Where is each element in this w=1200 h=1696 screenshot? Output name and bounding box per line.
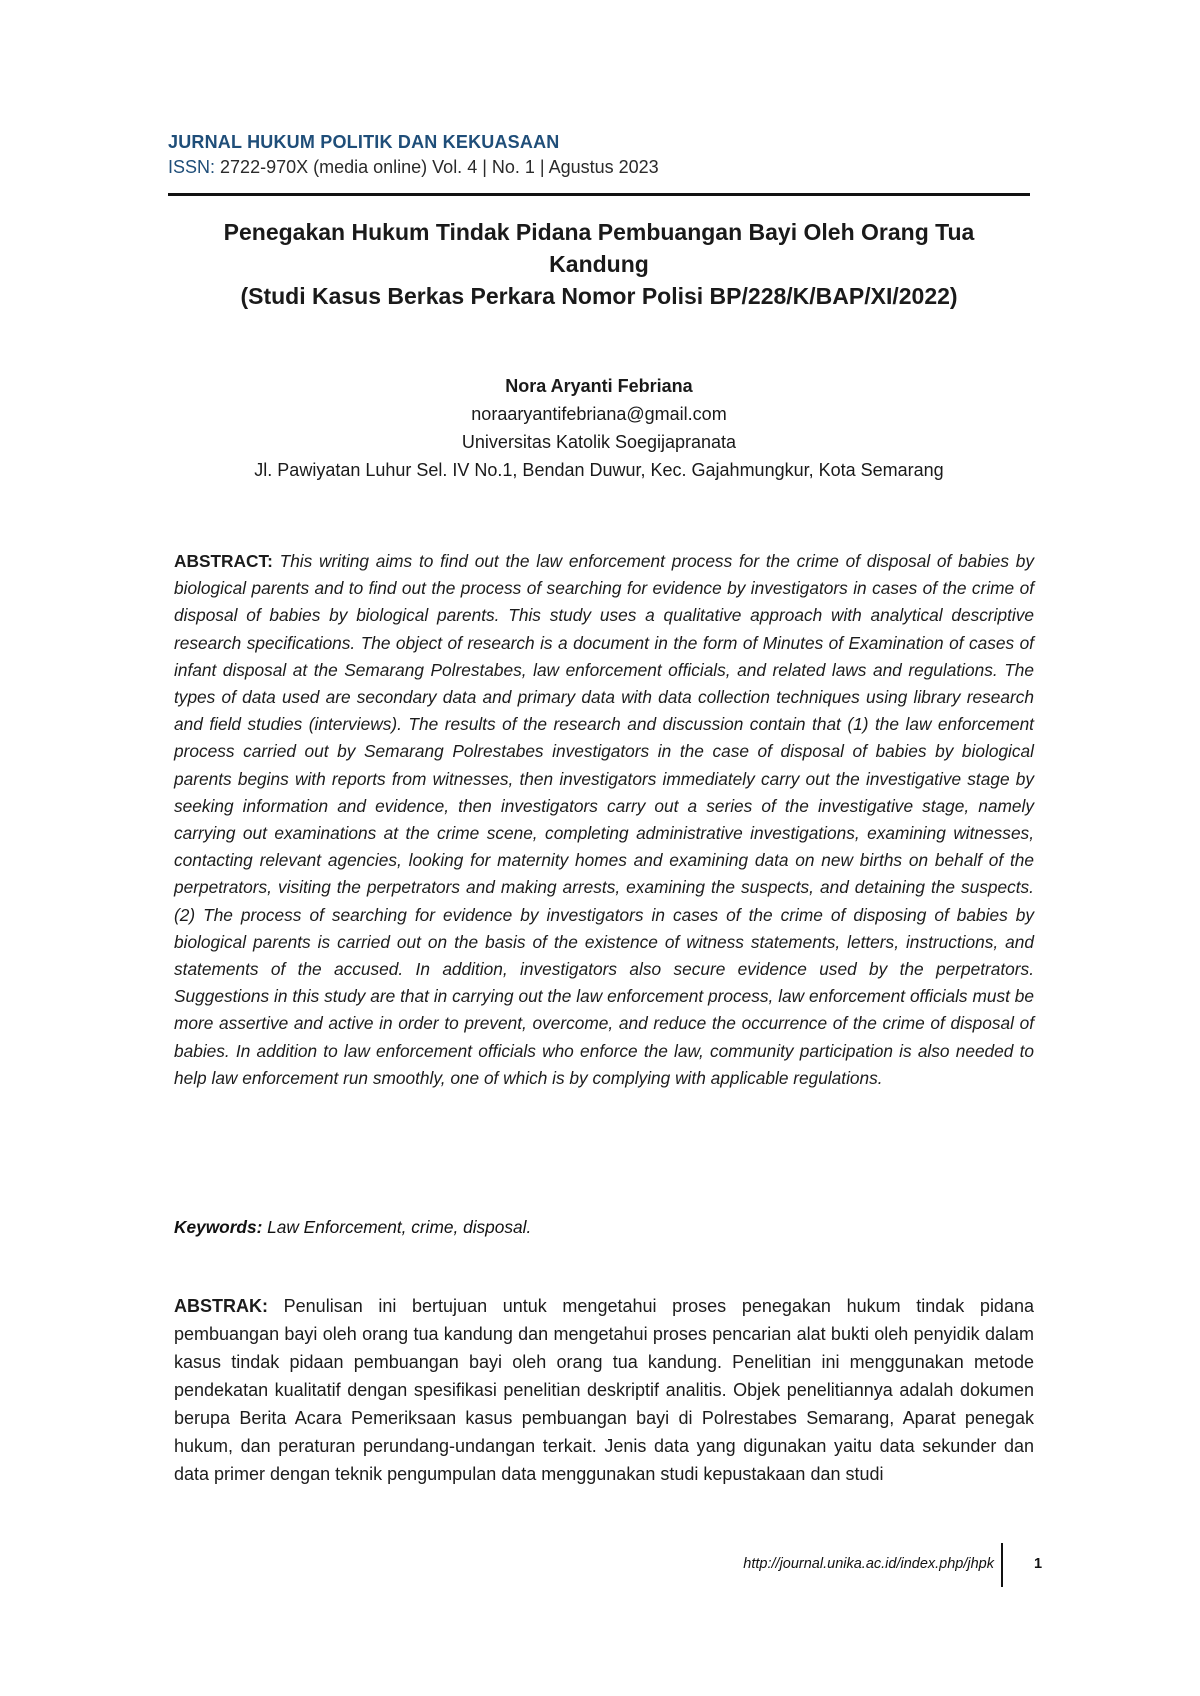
keywords-label: Keywords:	[174, 1217, 263, 1237]
issn-line	[168, 154, 1030, 180]
author-name: Nora Aryanti Febriana	[505, 376, 693, 396]
author-block	[168, 372, 1030, 484]
header-divider	[168, 193, 1030, 196]
abstract-english-label: ABSTRACT:	[174, 551, 273, 571]
issn-value: 2722-970X (media online) Vol. 4 | No. 1 | Agustus 2023	[220, 157, 659, 177]
title-line-2: Kandung	[549, 251, 649, 277]
keywords	[174, 1214, 1034, 1241]
abstract-english-text: This writing aims to find out the law enforcement process for the crime of disposal of babies by biological parents and to find out the process of searching for evidence by investigators in cases of the crime of disposal of babies by biological parents. This study uses a qualitative approach with analytical descriptive research specifications. The object of research is a document in the form of Minutes of Examination of cases of infant disposal at the Semarang Polrestabes, law enforcement officials, and related laws and regulations. The types of data used are secondary data and primary data with data collection techniques using library research and field studies (interviews). The results of the research and discussion contain that (1) the law enforcement process carried out by Semarang Polrestabes investigators in the case of disposal of babies by biological parents begins with reports from witnesses, then investigators immediately carry out the investigative stage by seeking information and evidence, then investigators carry out a series of the investigative stage, namely carrying out examinations at the crime scene, completing administrative investigations, examining witnesses, contacting relevant agencies, looking for maternity homes and examining data on new births on behalf of the perpetrators, visiting the perpetrators and making arrests, examining the suspects, and detaining the suspects. (2) The process of searching for evidence by investigators in cases of the crime of disposing of babies by biological parents is carried out on the basis of the existence of witness statements, letters, instructions, and statements of the accused. In addition, investigators also secure evidence used by the perpetrators. Suggestions in this study are that in carrying out the law enforcement process, law enforcement officials must be more assertive and active in order to prevent, overcome, and reduce the occurrence of the crime of disposal of babies. In addition to law enforcement officials who enforce the law, community participation is also needed to help law enforcement run smoothly, one of which is by complying with applicable regulations.	[174, 551, 1034, 1088]
title-line-3: (Studi Kasus Berkas Perkara Nomor Polisi BP/228/K/BAP/XI/2022)	[240, 283, 958, 309]
abstract-indonesian-text: Penulisan ini bertujuan untuk mengetahui proses penegakan hukum tindak pidana pembuangan bayi oleh orang tua kandung dan mengetahui proses pencarian alat bukti oleh penyidik dalam kasus tindak pidaan pembuangan bayi oleh orang tua kandung. Penelitian ini menggunakan metode pendekatan kualitatif dengan spesifikasi penelitian deskriptif analitis. Objek penelitiannya adalah dokumen berupa Berita Acara Pemeriksaan kasus pembuangan bayi di Polrestabes Semarang, Aparat penegak hukum, dan peraturan perundang-undangan terkait. Jenis data yang digunakan yaitu data sekunder dan data primer dengan teknik pengumpulan data menggunakan studi kepustakaan dan studi	[174, 1296, 1034, 1484]
author-address: Jl. Pawiyatan Luhur Sel. IV No.1, Bendan Duwur, Kec. Gajahmungkur, Kota Semarang	[254, 460, 944, 480]
journal-name: JURNAL HUKUM POLITIK DAN KEKUASAAN	[168, 132, 560, 152]
abstract-indonesian	[174, 1292, 1034, 1488]
keywords-values: Law Enforcement, crime, disposal.	[267, 1217, 532, 1237]
abstract-indonesian-label: ABSTRAK:	[174, 1296, 268, 1316]
title-line-1: Penegakan Hukum Tindak Pidana Pembuangan Bayi Oleh Orang Tua	[223, 219, 975, 245]
issn-label: ISSN:	[168, 157, 216, 177]
footer-divider	[1001, 1543, 1003, 1587]
paper-title	[168, 216, 1030, 312]
journal-header	[168, 130, 1030, 180]
abstract-english	[174, 548, 1034, 1092]
author-institution: Universitas Katolik Soegijapranata	[461, 432, 737, 452]
author-email[interactable]: noraaryantifebriana@gmail.com	[471, 404, 727, 424]
footer-url[interactable]: http://journal.unika.ac.id/index.php/jhpk	[743, 1556, 994, 1572]
page-number: 1	[1034, 1556, 1043, 1572]
